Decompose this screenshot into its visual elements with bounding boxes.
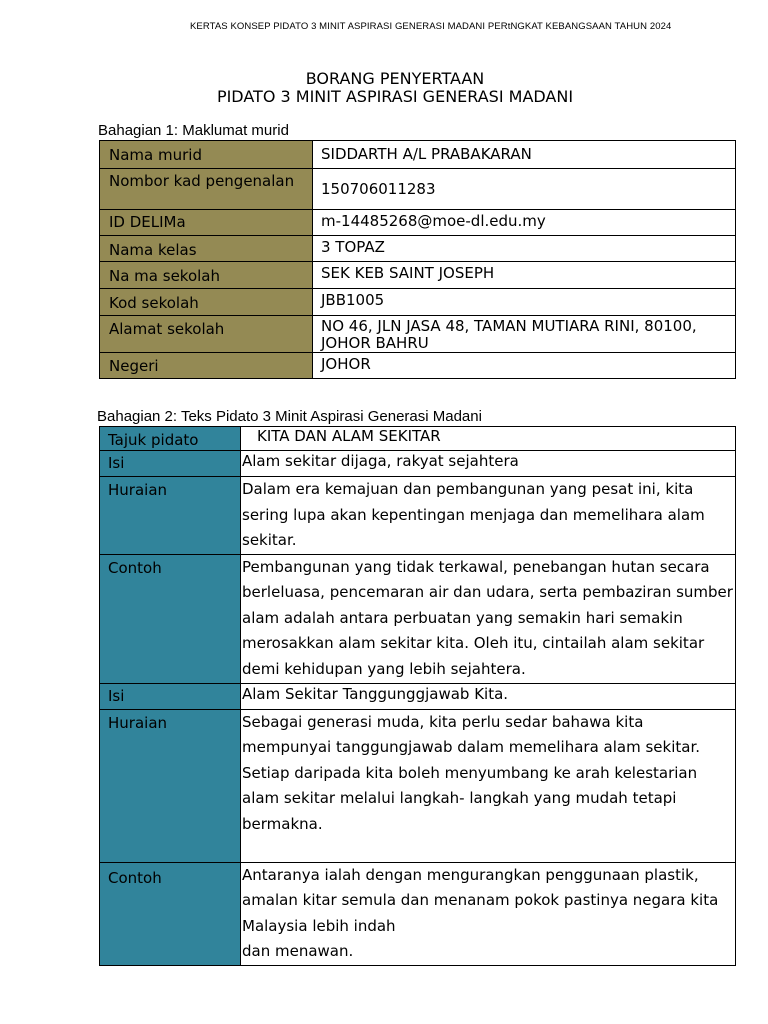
field-label: Tajuk pidato (100, 427, 241, 451)
field-value (241, 862, 736, 965)
table-row (100, 289, 736, 316)
form-subtitle: PIDATO 3 MINIT ASPIRASI GENERASI MADANI (216, 87, 574, 106)
field-value: Alam sekitar dijaga, rakyat sejahtera (241, 451, 736, 477)
field-label: ID DELIMa (100, 210, 313, 236)
field-value: 3 TOPAZ (313, 236, 736, 262)
field-label: Nombor kad pengenalan (100, 169, 313, 210)
field-value: Pembangunan yang tidak terkawal, penebangan hutan secara berleluasa, pencemaran air dan udara, serta pembaziran sumber alam adalah antara perbuatan yang semakin hari semakin merosakkan alam sekitar kita. Oleh itu, cintailah alam sekitar demi kehidupan yang lebih sejahtera. (241, 554, 736, 683)
field-label: Huraian (100, 709, 241, 862)
table-row (100, 262, 736, 289)
table-row (100, 683, 736, 709)
field-label: Contoh (100, 554, 241, 683)
table-row (100, 169, 736, 210)
field-value: 150706011283 (313, 169, 736, 210)
field-value: Alam Sekitar Tanggunggjawab Kita. (241, 683, 736, 709)
table-row (100, 316, 736, 353)
field-label: Nama murid (100, 141, 313, 169)
student-info-table (99, 140, 736, 379)
table-row (100, 477, 736, 555)
field-label: Huraian (100, 477, 241, 555)
document-header-note: KERTAS KONSEP PIDATO 3 MINIT ASPIRASI GENERASI MADANI PERtNGKAT KEBANGSAAN TAHUN 2024 (190, 21, 672, 32)
table-row (100, 862, 736, 965)
field-value: SIDDARTH A/L PRABAKARAN (313, 141, 736, 169)
field-label: Kod sekolah (100, 289, 313, 316)
table-row (100, 709, 736, 862)
field-label: Alamat sekolah (100, 316, 313, 353)
field-label: Contoh (100, 862, 241, 965)
field-label: Isi (100, 683, 241, 709)
field-value: m-14485268@moe-dl.edu.my (313, 210, 736, 236)
section-1-label: Bahagian 1: Maklumat murid (98, 122, 289, 139)
field-value: Sebagai generasi muda, kita perlu sedar bahawa kita mempunyai tanggungjawab dalam memelihara alam sekitar. Setiap daripada kita boleh menyumbang ke arah kelestarian alam sekitar melalui langkah- langkah yang mudah tetapi bermakna. (241, 709, 736, 862)
speech-title-value: KITA DAN ALAM SEKITAR (241, 427, 736, 451)
section-2-label: Bahagian 2: Teks Pidato 3 Minit Aspirasi Generasi Madani (97, 408, 482, 425)
form-title: BORANG PENYERTAAN (305, 69, 485, 88)
table-row (100, 236, 736, 262)
table-row (100, 353, 736, 379)
table-row (100, 427, 736, 451)
field-value: NO 46, JLN JASA 48, TAMAN MUTIARA RINI, 80100, JOHOR BAHRU (313, 316, 736, 353)
table-row (100, 451, 736, 477)
field-value: Dalam era kemajuan dan pembangunan yang pesat ini, kita sering lupa akan kepentingan menjaga dan memelihara alam sekitar. (241, 477, 736, 555)
field-value: JBB1005 (313, 289, 736, 316)
field-value: SEK KEB SAINT JOSEPH (313, 262, 736, 289)
table-row (100, 210, 736, 236)
field-value: JOHOR (313, 353, 736, 379)
field-label: Na ma sekolah (100, 262, 313, 289)
example-text: Antaranya ialah dengan mengurangkan penggunaan plastik, amalan kitar semula dan menanam pokok pastinya negara kita Malaysia lebih indah (242, 865, 719, 935)
example-text-continued: dan menawan. (242, 942, 354, 960)
table-row (100, 141, 736, 169)
field-label: Isi (100, 451, 241, 477)
field-label: Negeri (100, 353, 313, 379)
field-label: Nama kelas (100, 236, 313, 262)
table-row (100, 554, 736, 683)
speech-text-table (99, 426, 736, 966)
